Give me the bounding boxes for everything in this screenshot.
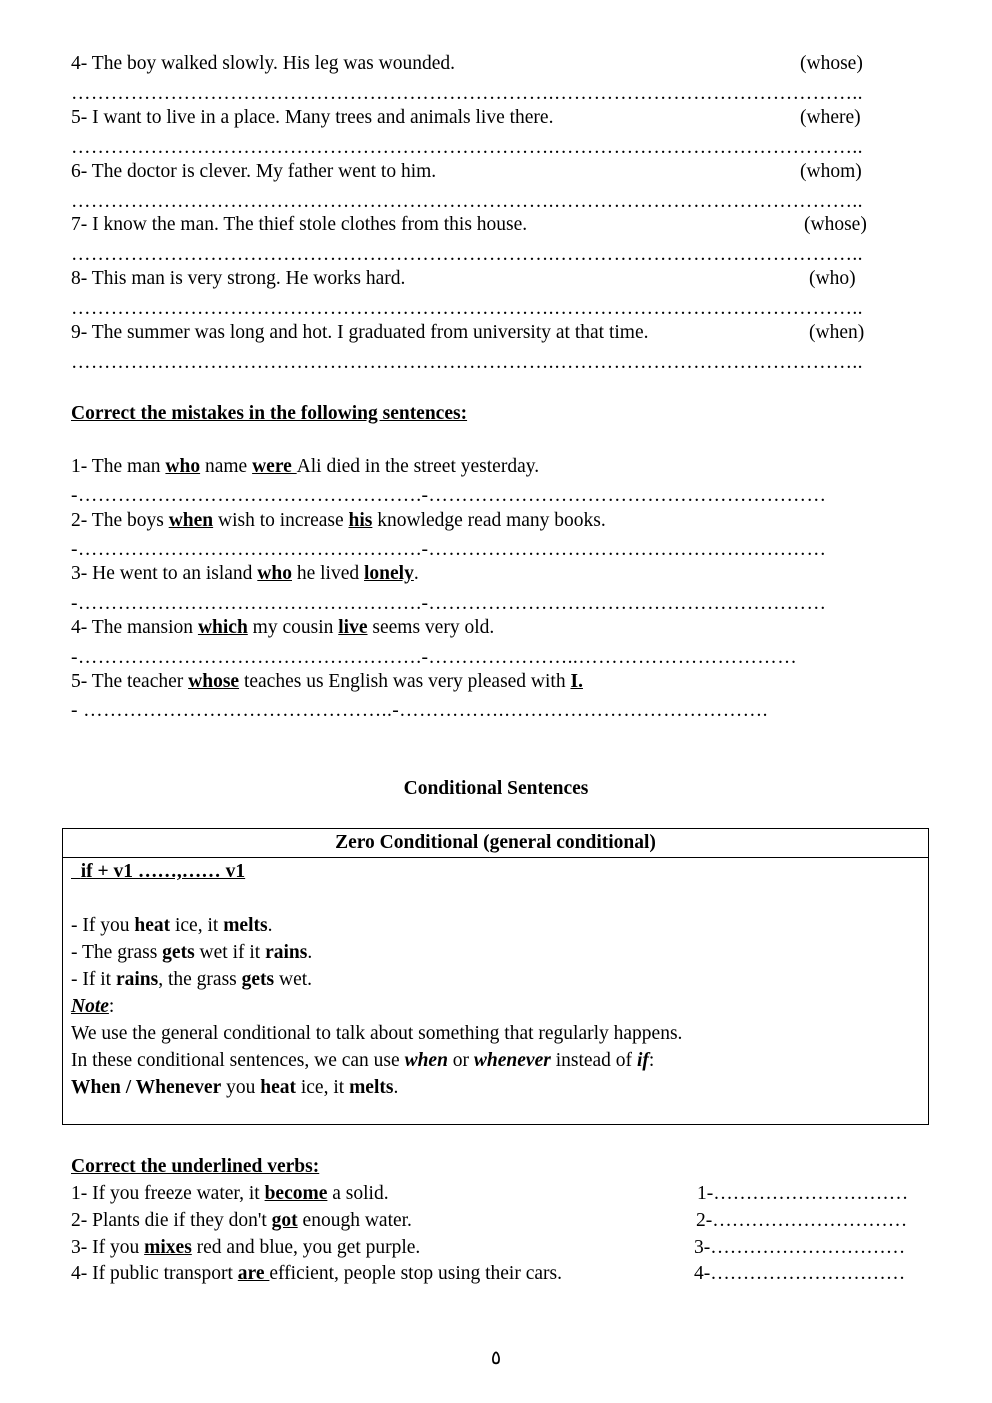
answer-line: -…………………………………………….-……………………………………………………: [71, 485, 827, 506]
answer-line: -…………………………………………….-……………………………………………………: [71, 593, 827, 614]
mistake-item: 2- The boys when wish to increase his knowledge read many books.: [71, 510, 606, 531]
exercise-item: 6- The doctor is clever. My father went to him.: [71, 161, 437, 182]
exercise-item: 9- The summer was long and hot. I graduated from university at that time.: [71, 322, 649, 343]
note-example: When / Whenever you heat ice, it melts.: [71, 1077, 399, 1098]
hint-word: (whose): [800, 53, 863, 74]
hint-word: (who): [809, 268, 856, 289]
hint-word: (when): [809, 322, 865, 343]
verb-answer: 3-…………………………: [694, 1237, 906, 1258]
mistake-item: 5- The teacher whose teaches us English was very pleased with I.: [71, 671, 583, 692]
answer-line: - ………………………………………..-…………….………………………………….: [71, 700, 768, 721]
hint-word: (whom): [800, 161, 862, 182]
spacer: [71, 885, 920, 912]
exercise-item: 5- I want to live in a place. Many trees and animals live there.: [71, 107, 554, 128]
verb-item: 4- If public transport are efficient, people stop using their cars.: [71, 1263, 562, 1284]
verb-answer: 1-…………………………: [697, 1183, 909, 1204]
answer-line: ……………………………………………………………….………………………………………..: [71, 352, 863, 373]
box-body: [63, 858, 928, 1101]
section-title: Conditional Sentences: [403, 778, 589, 799]
answer-line: ……………………………………………………………….………………………………………..: [71, 244, 863, 265]
formula: if + v1 ……,…… v1: [80, 861, 246, 882]
verbs-heading: Correct the underlined verbs:: [71, 1156, 320, 1177]
example: - If it rains, the grass gets wet.: [71, 969, 313, 990]
exercise-item: 4- The boy walked slowly. His leg was wounded.: [71, 53, 455, 74]
exercise-item: 8- This man is very strong. He works hard.: [71, 268, 406, 289]
hint-word: (whose): [804, 214, 867, 235]
verb-answer: 2-…………………………: [696, 1210, 908, 1231]
mistake-item: 1- The man who name were Ali died in the street yesterday.: [71, 456, 540, 477]
box-title: Zero Conditional (general conditional): [63, 829, 928, 858]
hint-word: (where): [800, 107, 861, 128]
formula-line: [71, 858, 920, 885]
verb-item: 1- If you freeze water, it become a solid.: [71, 1183, 389, 1204]
page-number: ٥: [490, 1348, 502, 1369]
mistake-item: 3- He went to an island who he lived lonely.: [71, 563, 419, 584]
answer-line: ……………………………………………………………….………………………………………..: [71, 137, 863, 158]
answer-line: ……………………………………………………………….………………………………………..: [71, 191, 863, 212]
mistakes-heading: Correct the mistakes in the following sentences:: [71, 403, 468, 424]
note-text: We use the general conditional to talk about something that regularly happens.: [71, 1023, 683, 1044]
exercise-item: 7- I know the man. The thief stole clothes from this house.: [71, 214, 528, 235]
answer-line: ……………………………………………………………….………………………………………..: [71, 83, 863, 104]
mistake-item: 4- The mansion which my cousin live seems very old.: [71, 617, 495, 638]
note-label-line: Note:: [71, 996, 115, 1017]
verb-item: 2- Plants die if they don't got enough water.: [71, 1210, 412, 1231]
example: - The grass gets wet if it rains.: [71, 942, 313, 963]
zero-conditional-box: [62, 828, 929, 1125]
answer-line: -…………………………………………….-…………………..……………………………: [71, 647, 798, 668]
note-text: In these conditional sentences, we can use when or whenever instead of if:: [71, 1050, 655, 1071]
note-label: Note: [71, 996, 109, 1017]
verb-item: 3- If you mixes red and blue, you get purple.: [71, 1237, 421, 1258]
answer-line: ……………………………………………………………….………………………………………..: [71, 298, 863, 319]
answer-line: -…………………………………………….-……………………………………………………: [71, 539, 827, 560]
verb-answer: 4-…………………………: [694, 1263, 906, 1284]
example: - If you heat ice, it melts.: [71, 915, 273, 936]
